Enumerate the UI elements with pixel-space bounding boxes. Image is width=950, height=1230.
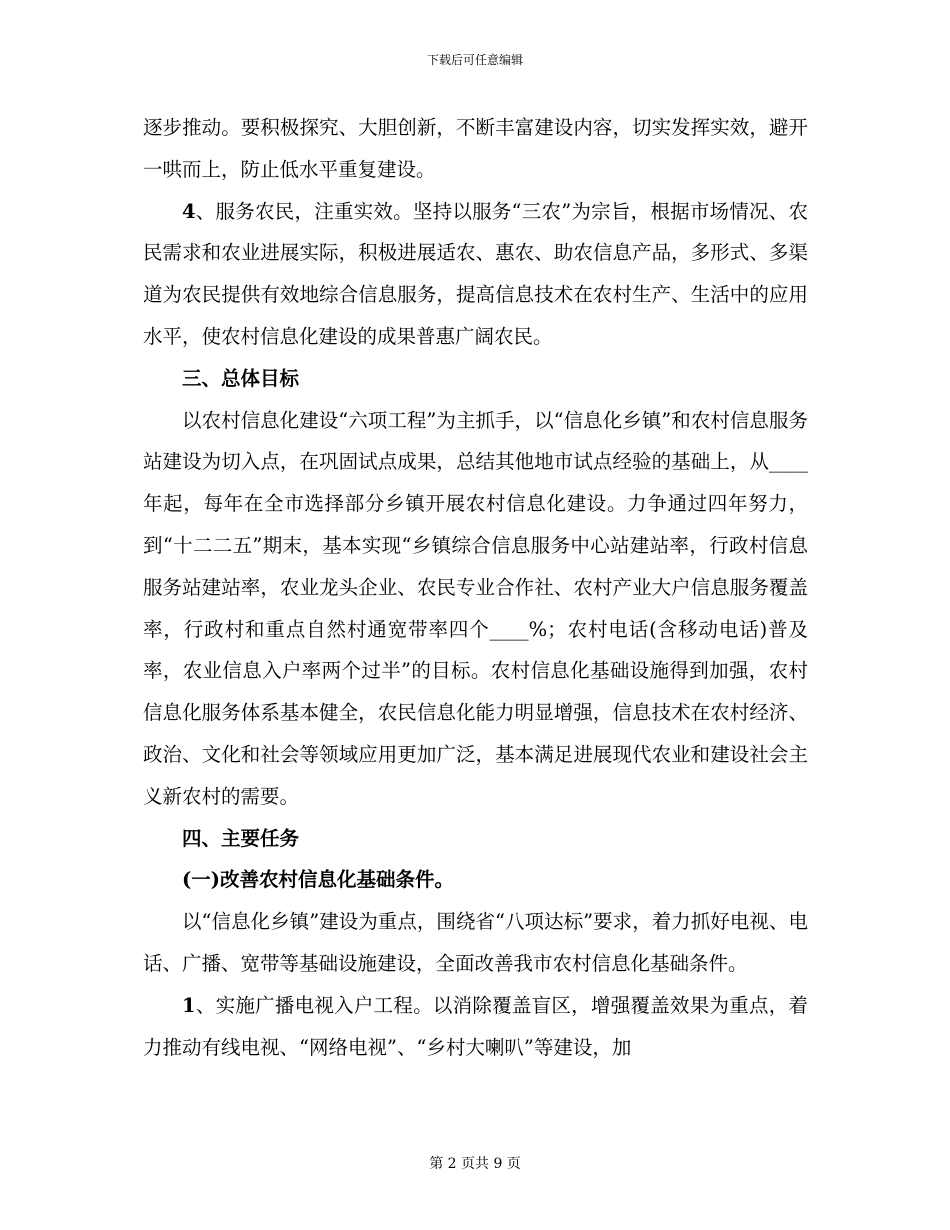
paragraph-4: 以“信息化乡镇”建设为重点，围绕省“八项达标”要求，着力抓好电视、电话、广播、宽带等基础设施建设，全面改善我市农村信息化基础条件。 — [143, 910, 808, 975]
section-heading-4: 四、主要任务 — [182, 826, 300, 850]
paragraph-3: 以农村信息化建设“六项工程”为主抓手，以“信息化乡镇”和农村信息服务站建设为切入点，在巩固试点成果，总结其他地市试点经验的基础上，从____年起，每年在全市选择部分乡镇开展农村信息化建设。力争通过四年努力，到“十二二五”期末，基本实现“乡镇综合信息服务中心站建站率，行政村信息服务站建站率，农业龙头企业、农民专业合作社、农村产业大户信息服务覆盖率，行政村和重点自然村通宽带率四个____%；农村电话(含移动电话)普及率，农业信息入户率两个过半”的目标。农村信息化基础设施得到加强，农村信息化服务体系基本健全，农民信息化能力明显增强，信息技术在农村经济、政治、文化和社会等领域应用更加广泛，基本满足进展现代农业和建设社会主义新农村的需要。 — [143, 408, 808, 808]
paragraph-2-text: 、服务农民，注重实效。坚持以服务“三农”为宗旨，根据市场情况、农民需求和农业进展实际，积极进展适农、惠农、助农信息产品，多形式、多渠道为农民提供有效地综合信息服务，提高信息技术在农村生产、生活中的应用水平，使农村信息化建设的成果普惠广阔农民。 — [143, 199, 808, 348]
header-note: 下载后可任意编辑 — [426, 53, 523, 67]
paragraph-2 — [143, 191, 808, 358]
paragraph-5-number: 1 — [182, 993, 196, 1017]
paragraph-5-text: 、实施广播电视入户工程。以消除覆盖盲区，增强覆盖效果为重点，着力推动有线电视、“网络电视”、“乡村大喇叭”等建设，加 — [143, 993, 808, 1059]
section-heading-3: 三、总体目标 — [182, 366, 300, 390]
paragraph-2-number: 4 — [182, 199, 196, 223]
paragraph-1: 逐步推动。要积极探究、大胆创新，不断丰富建设内容，切实发挥实效，避开一哄而上，防止低水平重复建设。 — [143, 116, 808, 181]
document-body — [143, 107, 808, 1068]
page-number: 第 2 页共 9 页 — [429, 1156, 521, 1172]
subsection-heading-1: (一)改善农村信息化基础条件。 — [182, 868, 454, 892]
paragraph-5 — [143, 985, 808, 1069]
